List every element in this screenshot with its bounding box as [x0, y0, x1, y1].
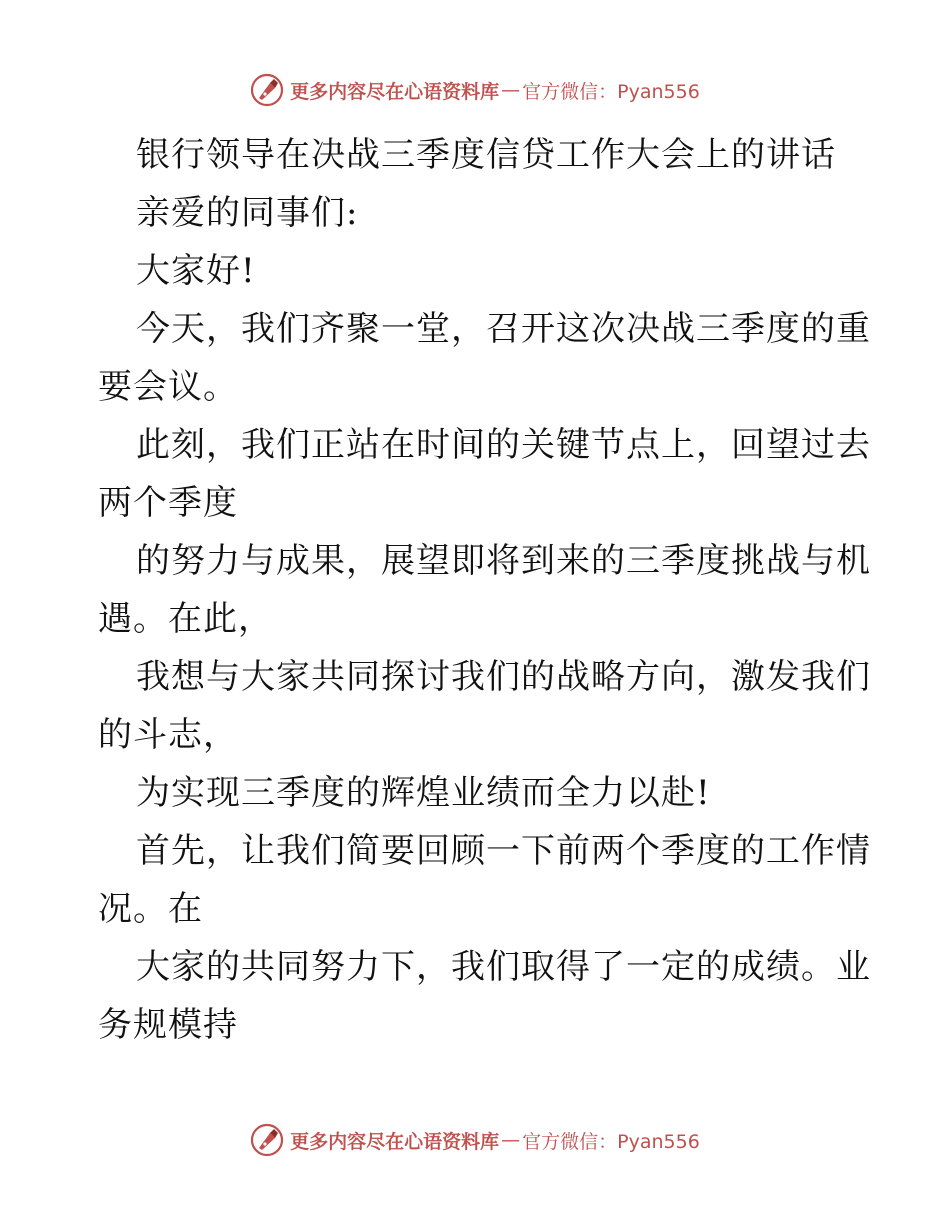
document-line: 今天，我们齐聚一堂，召开这次决战三季度的重: [136, 309, 871, 349]
document-line: 大家好!: [136, 251, 256, 291]
document-line: 为实现三季度的辉煌业绩而全力以赴!: [136, 773, 711, 813]
header-banner: [0, 70, 950, 110]
banner-site-text: 更多内容尽在心语资料库: [290, 80, 500, 103]
document-line: 此刻，我们正站在时间的关键节点上，回望过去: [136, 425, 871, 465]
document-line: 遇。在此，: [98, 599, 273, 639]
document-line: 要会议。: [98, 367, 238, 407]
banner-site-text: 更多内容尽在心语资料库: [290, 1130, 500, 1153]
document-line: 两个季度: [98, 483, 238, 523]
document-line: 务规模持: [98, 1005, 238, 1045]
pen-nib-logo-icon: [250, 1123, 284, 1157]
footer-banner: [0, 1120, 950, 1160]
pen-nib-logo-icon: [250, 73, 284, 107]
document-line: 首先，让我们简要回顾一下前两个季度的工作情: [136, 831, 871, 871]
document-line: 的斗志，: [98, 715, 238, 755]
document-body: [98, 126, 871, 1054]
document-line: 大家的共同努力下，我们取得了一定的成绩。业: [136, 947, 871, 987]
banner-wechat-text: 官方微信：Pyan556: [522, 1130, 700, 1153]
document-line: 亲爱的同事们:: [136, 193, 359, 233]
document-line: 我想与大家共同探讨我们的战略方向，激发我们: [136, 657, 871, 697]
document-line: 银行领导在决战三季度信贷工作大会上的讲话: [136, 135, 836, 175]
document-line: 的努力与成果，展望即将到来的三季度挑战与机: [136, 541, 871, 581]
document-line: 况。在: [98, 889, 203, 929]
banner-wechat-text: 官方微信：Pyan556: [522, 80, 700, 103]
banner-dash: —: [501, 79, 521, 101]
banner-dash: —: [501, 1129, 521, 1151]
